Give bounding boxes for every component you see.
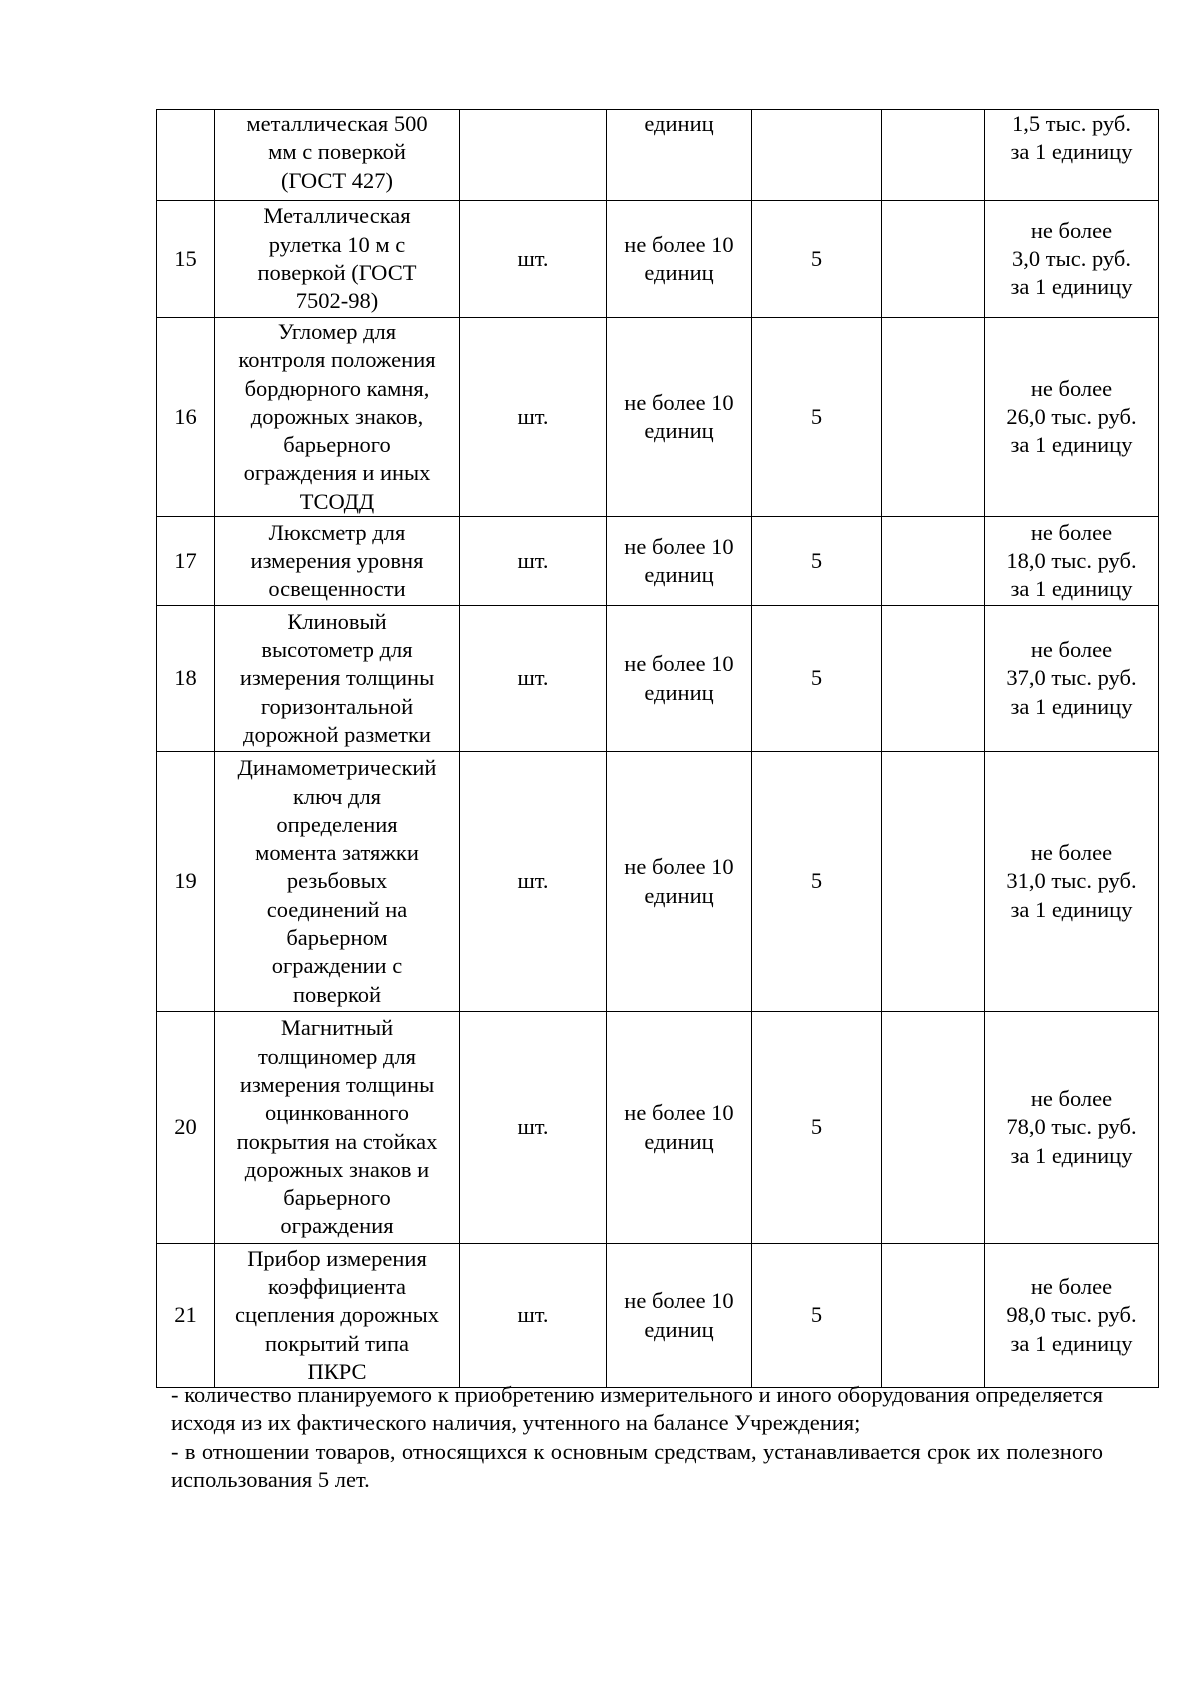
empty-cell [882, 1012, 985, 1244]
empty-cell [882, 606, 985, 752]
unit-cell: шт. [460, 606, 607, 752]
item-name-cell: Динамометрический ключ для определения момента затяжки резьбовых соединений на барьерном ограждении с поверкой [215, 752, 460, 1012]
quantity-cell: единиц [607, 110, 752, 201]
price-cell: не более 3,0 тыс. руб. за 1 единицу [985, 201, 1159, 318]
quantity-cell: не более 10 единиц [607, 752, 752, 1012]
price-cell: не более 37,0 тыс. руб. за 1 единицу [985, 606, 1159, 752]
price-cell: не более 26,0 тыс. руб. за 1 единицу [985, 318, 1159, 517]
table-row [157, 752, 1159, 1012]
empty-cell [882, 1244, 985, 1388]
table-body [157, 110, 1159, 1388]
table-row [157, 606, 1159, 752]
table-row [157, 1244, 1159, 1388]
row-number-cell [157, 110, 215, 201]
quantity-cell: не более 10 единиц [607, 517, 752, 606]
item-name-cell: Люксметр для измерения уровня освещенности [215, 517, 460, 606]
count-cell: 5 [752, 318, 882, 517]
count-cell: 5 [752, 606, 882, 752]
unit-cell: шт. [460, 1012, 607, 1244]
quantity-cell: не более 10 единиц [607, 1012, 752, 1244]
row-number-cell: 16 [157, 318, 215, 517]
unit-cell: шт. [460, 517, 607, 606]
item-name-cell: Клиновый высотометр для измерения толщины горизонтальной дорожной разметки [215, 606, 460, 752]
empty-cell [882, 517, 985, 606]
unit-cell: шт. [460, 752, 607, 1012]
table-row [157, 517, 1159, 606]
row-number-cell: 17 [157, 517, 215, 606]
count-cell: 5 [752, 517, 882, 606]
item-name-cell: Металлическая рулетка 10 м с поверкой (ГОСТ 7502-98) [215, 201, 460, 318]
table-row [157, 110, 1159, 201]
price-cell: не более 18,0 тыс. руб. за 1 единицу [985, 517, 1159, 606]
empty-cell [882, 318, 985, 517]
quantity-cell: не более 10 единиц [607, 1244, 752, 1388]
count-cell: 5 [752, 1012, 882, 1244]
unit-cell: шт. [460, 201, 607, 318]
unit-cell: шт. [460, 318, 607, 517]
empty-cell [882, 752, 985, 1012]
quantity-cell: не более 10 единиц [607, 201, 752, 318]
quantity-cell: не более 10 единиц [607, 606, 752, 752]
unit-cell [460, 110, 607, 201]
count-cell [752, 110, 882, 201]
equipment-table [156, 109, 1159, 1388]
row-number-cell: 20 [157, 1012, 215, 1244]
row-number-cell: 21 [157, 1244, 215, 1388]
note-paragraph: - количество планируемого к приобретению измерительного и иного оборудования определяется исходя из их фактического наличия, учтенного на балансе Учреждения; [171, 1382, 1103, 1436]
table-row [157, 1012, 1159, 1244]
notes-block [171, 1381, 1103, 1494]
row-number-cell: 15 [157, 201, 215, 318]
row-number-cell: 18 [157, 606, 215, 752]
table-row [157, 318, 1159, 517]
quantity-cell: не более 10 единиц [607, 318, 752, 517]
note-paragraph: - в отношении товаров, относящихся к основным средствам, устанавливается срок их полезного использования 5 лет. [171, 1438, 1103, 1492]
item-name-cell: Угломер для контроля положения бордюрного камня, дорожных знаков, барьерного ограждения и иных ТСОДД [215, 318, 460, 517]
unit-cell: шт. [460, 1244, 607, 1388]
count-cell: 5 [752, 1244, 882, 1388]
item-name-cell: Прибор измерения коэффициента сцепления дорожных покрытий типа ПКРС [215, 1244, 460, 1388]
price-cell: 1,5 тыс. руб. за 1 единицу [985, 110, 1159, 201]
price-cell: не более 78,0 тыс. руб. за 1 единицу [985, 1012, 1159, 1244]
item-name-cell: Магнитный толщиномер для измерения толщины оцинкованного покрытия на стойках дорожных знаков и барьерного ограждения [215, 1012, 460, 1244]
price-cell: не более 98,0 тыс. руб. за 1 единицу [985, 1244, 1159, 1388]
count-cell: 5 [752, 752, 882, 1012]
price-cell: не более 31,0 тыс. руб. за 1 единицу [985, 752, 1159, 1012]
row-number-cell: 19 [157, 752, 215, 1012]
count-cell: 5 [752, 201, 882, 318]
item-name-cell: металлическая 500 мм с поверкой (ГОСТ 427) [215, 110, 460, 201]
empty-cell [882, 110, 985, 201]
empty-cell [882, 201, 985, 318]
table-row [157, 201, 1159, 318]
